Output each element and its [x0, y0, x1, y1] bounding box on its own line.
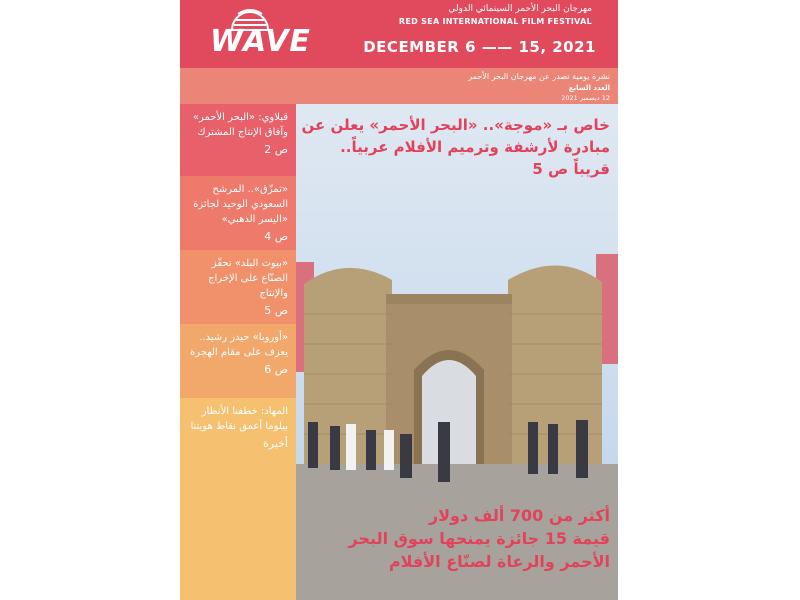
- festival-name-english: RED SEA INTERNATIONAL FILM FESTIVAL: [398, 17, 592, 26]
- teaser-page: ص 6: [264, 363, 288, 376]
- cover-photo: [296, 104, 618, 600]
- teaser-item[interactable]: [180, 176, 296, 250]
- headline-bottom-line1: أكثر من 700 ألف دولار: [428, 506, 610, 525]
- headline-top-page: ص 5: [532, 160, 569, 178]
- teaser-page: ص 2: [264, 143, 288, 156]
- headline-bottom-line3: الأحمر والرعاة لصنّاع الأفلام: [388, 552, 610, 571]
- teaser-text: «أوروبا» حيدر رشيد.. يعزف على مقام الهجرة: [190, 332, 288, 358]
- headline-bottom-line2: قيمة 15 جائزة يمنحها سوق البحر: [348, 529, 610, 548]
- teaser-item[interactable]: [180, 324, 296, 398]
- headline-top[interactable]: [300, 114, 610, 180]
- teaser-text: «بيوت البلد» تحفّز الصنّاع على الإخراج والإنتاج: [208, 258, 288, 299]
- festival-dates: DECEMBER 6 —— 15, 2021: [363, 38, 596, 56]
- issue-bar: [180, 68, 618, 104]
- issue-date: 12 ديسمبر 2021: [561, 94, 610, 102]
- teasers-sidebar: [180, 104, 296, 600]
- teaser-page: أخيرة: [262, 437, 288, 450]
- teaser-item[interactable]: [180, 250, 296, 324]
- teaser-text: المهاد: خطفنا الأنظار بيلوما أعمق نقاط هويتنا: [190, 406, 288, 432]
- issue-tagline: نشرة يومية تصدر عن مهرجان البحر الأحمر: [468, 72, 610, 81]
- teaser-item[interactable]: [180, 104, 296, 176]
- teaser-page: ص 5: [264, 304, 288, 317]
- teaser-item[interactable]: [180, 398, 296, 600]
- teaser-page: ص 4: [264, 230, 288, 243]
- masthead: [180, 0, 618, 68]
- headline-bottom[interactable]: [300, 504, 610, 573]
- teaser-text: قبلاوي: «البحر الأحمر» وآفاق الإنتاج المشترك: [192, 112, 288, 138]
- logo-wordmark: WAVE: [210, 24, 311, 59]
- teaser-text: «تمزّق».. المرشح السعودي الوحيد لجائزة «اليسر الذهبي»: [193, 184, 288, 225]
- festival-name-arabic: مهرجان البحر الأحمر السينمائي الدولي: [448, 4, 592, 14]
- issue-number: العدد السابع: [568, 84, 610, 92]
- headline-top-text: خاص بـ «موجة».. «البحر الأحمر» يعلن عن مبادرة لأرشفة وترميم الأفلام عربياً.. قريباً: [301, 116, 610, 178]
- newsletter-cover: [180, 0, 618, 600]
- wave-logo: [198, 2, 318, 64]
